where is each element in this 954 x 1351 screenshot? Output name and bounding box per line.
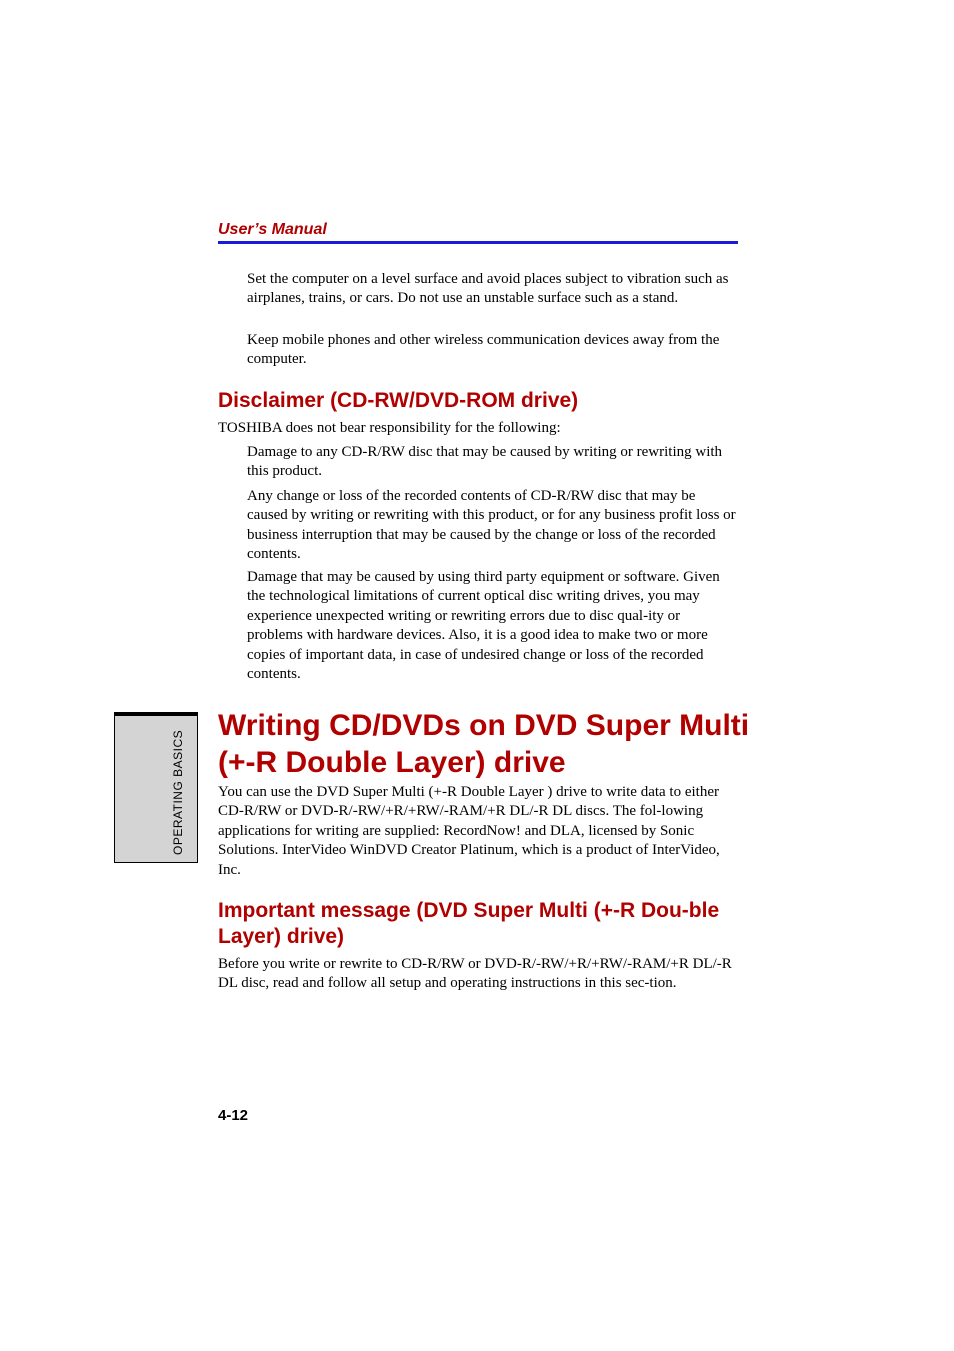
writing-heading: Writing CD/DVDs on DVD Super Multi (+-R Double Layer) drive [218, 709, 750, 779]
intro-item-vibration: Set the computer on a level surface and avoid places subject to vibration such as airplanes, trains, or cars. Do not use an unstable surface such as a stand. [247, 271, 729, 307]
disclaimer-item-damage: Damage to any CD-R/RW disc that may be caused by writing or rewriting with this product. [247, 444, 723, 480]
header-rule [218, 241, 738, 244]
disclaimer-item-loss: Any change or loss of the recorded contents of CD-R/RW disc that may be caused by writing or rewriting with this product, or for any business profit loss or business interruption that may be caused by the change or loss of the recorded contents. [247, 488, 736, 563]
important-heading: Important message (DVD Super Multi (+-R Dou-ble Layer) drive) [218, 899, 720, 948]
disclaimer-lead: TOSHIBA does not bear responsibility for the following: [218, 420, 561, 436]
side-tab [114, 712, 198, 863]
writing-paragraph: You can use the DVD Super Multi (+-R Double Layer ) drive to write data to either CD-R/RW or DVD-R/-RW/+R/+RW/-RAM/+R DL/-R DL discs. The fol-lowing applications for writing are supplied: RecordNow! and DLA, licensed by Sonic Solutions. InterVideo WinDVD Creator Platinum, which is a product of InterVideo, Inc. [218, 784, 720, 878]
side-tab-label: OPERATING BASICS [171, 729, 185, 855]
manual-title: User’s Manual [218, 221, 327, 238]
page-number: 4-12 [218, 1107, 249, 1124]
disclaimer-heading: Disclaimer (CD-RW/DVD-ROM drive) [218, 389, 579, 412]
important-paragraph: Before you write or rewrite to CD-R/RW or DVD-R/-RW/+R/+RW/-RAM/+R DL/-R DL disc, read and follow all setup and operating instructions in this sec-tion. [218, 956, 732, 992]
disclaimer-item-third-party: Damage that may be caused by using third party equipment or software. Given the technological limitations of current optical disc writing drives, you may experience unexpected writing or rewriting errors due to disc qual-ity or problems with hardware devices. Also, it is a good idea to make two or more copies of important data, in case of undesired change or loss of the recorded contents. [247, 569, 720, 683]
intro-item-phones: Keep mobile phones and other wireless communication devices away from the computer. [247, 332, 720, 368]
